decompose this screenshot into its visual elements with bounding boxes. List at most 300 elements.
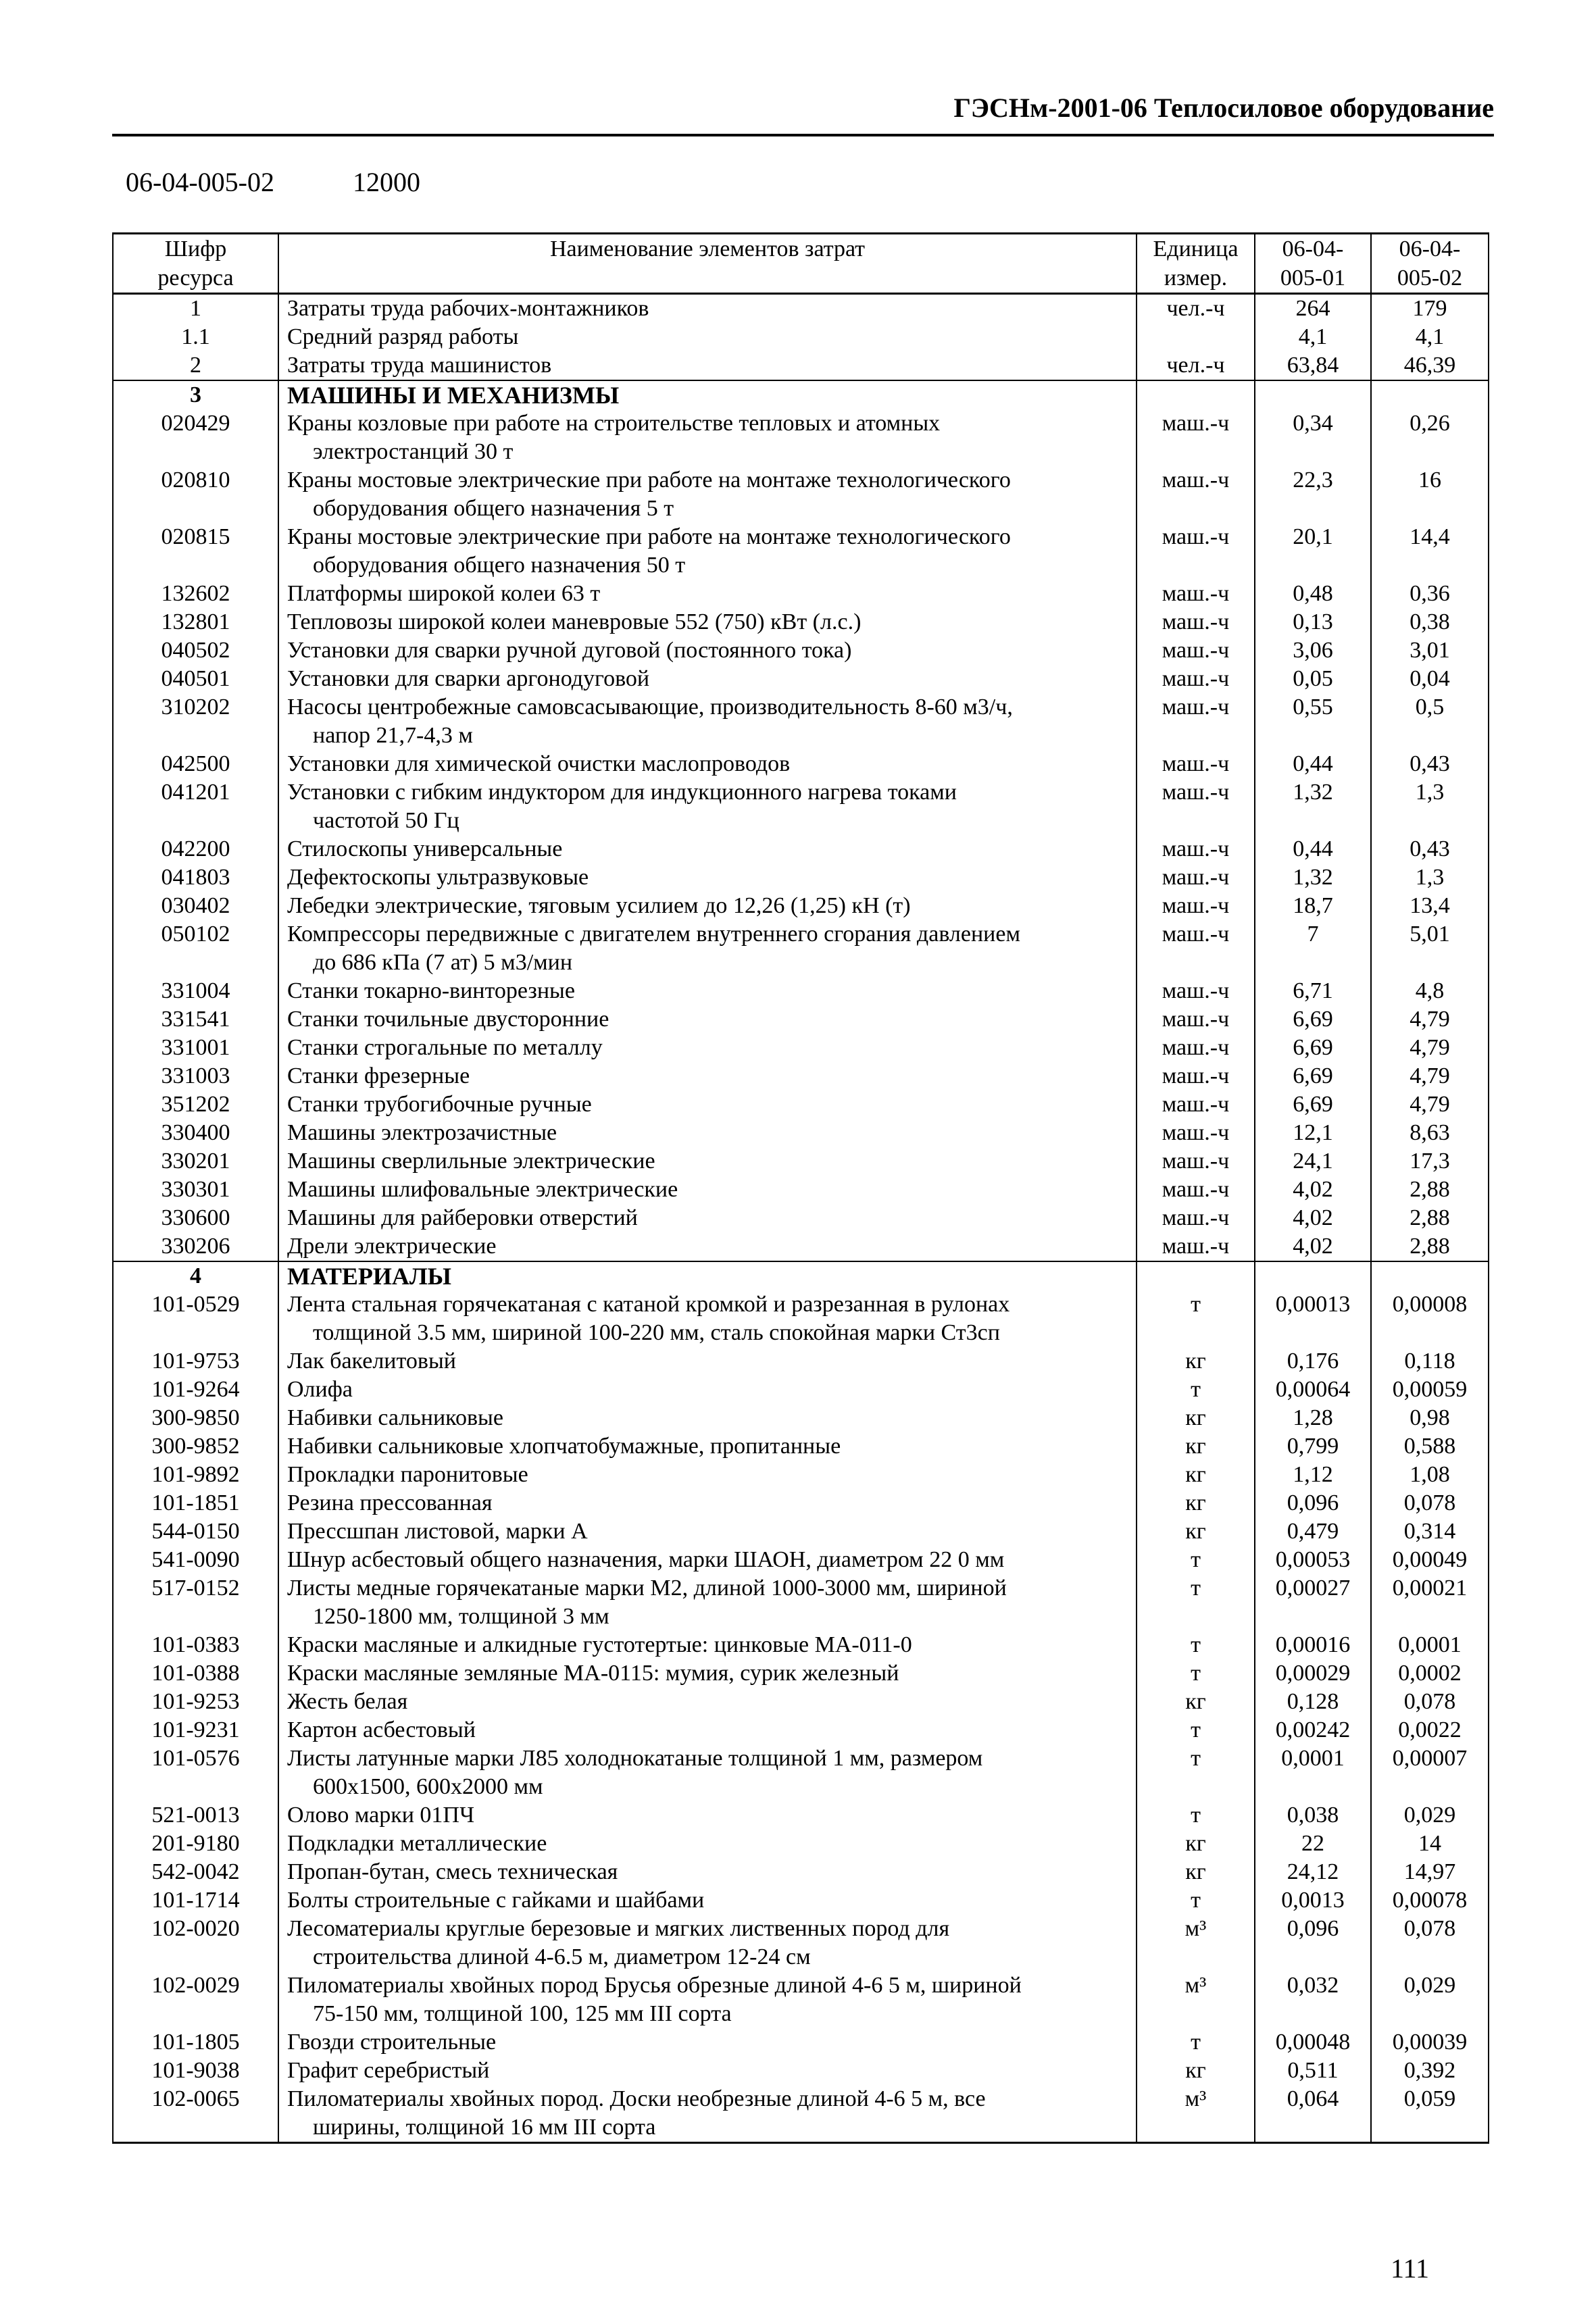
resource-name bbox=[278, 1659, 1137, 1688]
resource-name-line: Насосы центробежные самовсасывающие, производительность 8-60 м3/ч, bbox=[287, 695, 1013, 720]
value-005-02: 4,79 bbox=[1371, 1005, 1489, 1034]
resource-name bbox=[278, 1517, 1137, 1546]
resource-unit: маш.-ч bbox=[1137, 665, 1255, 693]
resource-code: 102-0029 bbox=[113, 1971, 278, 2028]
resource-name-line: напор 21,7-4,3 м bbox=[313, 723, 473, 748]
resource-name-line: Гвозди строительные bbox=[287, 2030, 497, 2055]
value-005-02: 2,88 bbox=[1371, 1232, 1489, 1261]
resource-name-line: Дрели электрические bbox=[287, 1234, 497, 1259]
resource-name bbox=[278, 920, 1137, 977]
table-row bbox=[113, 1461, 1489, 1489]
table-row bbox=[113, 863, 1489, 892]
value-005-02: 5,01 bbox=[1371, 920, 1489, 977]
value-005-02: 4,1 bbox=[1371, 323, 1489, 351]
resource-name bbox=[278, 1290, 1137, 1347]
table-row bbox=[113, 1090, 1489, 1119]
value-005-02: 14,4 bbox=[1371, 523, 1489, 580]
table-row bbox=[113, 1062, 1489, 1090]
resource-name-line: Краски масляные земляные МА-0115: мумия, сурик железный bbox=[287, 1661, 899, 1686]
header-code bbox=[113, 234, 278, 294]
resource-name bbox=[278, 1801, 1137, 1830]
resource-name bbox=[278, 1062, 1137, 1090]
resource-name-line: МАТЕРИАЛЫ bbox=[287, 1263, 451, 1290]
value-005-01: 0,00029 bbox=[1255, 1659, 1371, 1688]
value-005-01: 0,799 bbox=[1255, 1432, 1371, 1461]
resource-unit: маш.-ч bbox=[1137, 608, 1255, 636]
header-code-line: Шифр bbox=[164, 236, 227, 261]
value-005-02: 0,00059 bbox=[1371, 1376, 1489, 1404]
resource-name bbox=[278, 1489, 1137, 1517]
resource-name-line: Компрессоры передвижные с двигателем внутреннего сгорания давлением bbox=[287, 922, 1020, 947]
resource-code: 042500 bbox=[113, 750, 278, 778]
resource-code: 030402 bbox=[113, 892, 278, 920]
table-row bbox=[113, 892, 1489, 920]
resource-name-line: Станки точильные двусторонние bbox=[287, 1007, 609, 1032]
table-row bbox=[113, 1432, 1489, 1461]
resource-unit bbox=[1137, 323, 1255, 351]
table-row bbox=[113, 1659, 1489, 1688]
resource-name bbox=[278, 835, 1137, 863]
value-005-01: 0,00064 bbox=[1255, 1376, 1371, 1404]
resource-code: 041201 bbox=[113, 778, 278, 835]
resource-code: 310202 bbox=[113, 693, 278, 750]
value-005-01: 0,00242 bbox=[1255, 1716, 1371, 1744]
resource-code: 101-9892 bbox=[113, 1461, 278, 1489]
resource-name-line: Средний разряд работы bbox=[287, 324, 519, 349]
resource-name-line: Машины электрозачистные bbox=[287, 1120, 557, 1145]
resource-name-line: Установки для сварки аргонодуговой bbox=[287, 666, 650, 691]
table-row bbox=[113, 1574, 1489, 1631]
value-005-02: 4,8 bbox=[1371, 977, 1489, 1005]
value-005-01: 0,038 bbox=[1255, 1801, 1371, 1830]
resource-name-line: Краны мостовые электрические при работе на монтаже технологического bbox=[287, 524, 1011, 549]
resource-code: 517-0152 bbox=[113, 1574, 278, 1631]
table-row bbox=[113, 466, 1489, 523]
value-005-02: 0,5 bbox=[1371, 693, 1489, 750]
resource-code: 101-0388 bbox=[113, 1659, 278, 1688]
resource-unit: м³ bbox=[1137, 1971, 1255, 2028]
resource-unit: чел.-ч bbox=[1137, 351, 1255, 380]
value-005-02: 0,00021 bbox=[1371, 1574, 1489, 1631]
resource-code: 101-9231 bbox=[113, 1716, 278, 1744]
value-005-02: 0,00078 bbox=[1371, 1886, 1489, 1915]
resource-code: 2 bbox=[113, 351, 278, 380]
resource-code: 542-0042 bbox=[113, 1858, 278, 1886]
resource-code: 330206 bbox=[113, 1232, 278, 1261]
resource-name-line: строительства длиной 4-6.5 м, диаметром 12-24 см bbox=[313, 1944, 811, 1969]
resource-name-line: Тепловозы широкой колеи маневровые 552 (750) кВт (л.с.) bbox=[287, 609, 862, 634]
resource-unit: маш.-ч bbox=[1137, 1232, 1255, 1261]
header-unit bbox=[1137, 234, 1255, 294]
value-005-01: 24,1 bbox=[1255, 1147, 1371, 1176]
value-005-01: 0,511 bbox=[1255, 2057, 1371, 2085]
value-005-02: 2,88 bbox=[1371, 1176, 1489, 1204]
table-row bbox=[113, 1376, 1489, 1404]
resource-unit: т bbox=[1137, 1659, 1255, 1688]
resource-unit: т bbox=[1137, 1376, 1255, 1404]
resource-code: 1 bbox=[113, 294, 278, 324]
value-005-02: 0,38 bbox=[1371, 608, 1489, 636]
resource-name-line: Пиломатериалы хвойных пород Брусья обрезные длиной 4-6 5 м, шириной bbox=[287, 1973, 1022, 1998]
value-005-02: 0,26 bbox=[1371, 409, 1489, 466]
table-row bbox=[113, 1404, 1489, 1432]
resource-code: 050102 bbox=[113, 920, 278, 977]
resource-name-line: Машины шлифовальные электрические bbox=[287, 1177, 678, 1202]
table-row bbox=[113, 778, 1489, 835]
value-005-01: 6,69 bbox=[1255, 1005, 1371, 1034]
resource-name bbox=[278, 1376, 1137, 1404]
resource-name-line: Шнур асбестовый общего назначения, марки ШАОН, диаметром 22 0 мм bbox=[287, 1547, 1005, 1572]
resource-name-line: Лебедки электрические, тяговым усилием до 12,26 (1,25) кН (т) bbox=[287, 893, 911, 918]
resource-code: 101-9038 bbox=[113, 2057, 278, 2085]
table-row bbox=[113, 636, 1489, 665]
resource-code: 020810 bbox=[113, 466, 278, 523]
value-005-01: 0,48 bbox=[1255, 580, 1371, 608]
table-row bbox=[113, 665, 1489, 693]
resource-name bbox=[278, 380, 1137, 409]
resource-unit: маш.-ч bbox=[1137, 778, 1255, 835]
resource-name bbox=[278, 1971, 1137, 2028]
value-005-01: 0,096 bbox=[1255, 1489, 1371, 1517]
value-005-01 bbox=[1255, 380, 1371, 409]
resource-code: 331541 bbox=[113, 1005, 278, 1034]
resource-name-line: Лента стальная горячекатаная с катаной кромкой и разрезанная в рулонах bbox=[287, 1292, 1010, 1317]
resource-unit: маш.-ч bbox=[1137, 835, 1255, 863]
norm-code-line bbox=[126, 166, 420, 198]
resource-name bbox=[278, 778, 1137, 835]
resource-name-line: Установки для сварки ручной дуговой (постоянного тока) bbox=[287, 638, 852, 663]
value-005-01: 0,00016 bbox=[1255, 1631, 1371, 1659]
table-row bbox=[113, 1119, 1489, 1147]
value-005-02: 46,39 bbox=[1371, 351, 1489, 380]
resource-name bbox=[278, 1886, 1137, 1915]
resource-code: 101-1714 bbox=[113, 1886, 278, 1915]
header-title: ГЭСНм-2001-06 Теплосиловое оборудование bbox=[953, 93, 1494, 123]
resource-unit: т bbox=[1137, 1801, 1255, 1830]
value-005-02: 14,97 bbox=[1371, 1858, 1489, 1886]
resource-code: 4 bbox=[113, 1261, 278, 1290]
resource-code: 101-1805 bbox=[113, 2028, 278, 2057]
table-row bbox=[113, 1688, 1489, 1716]
value-005-01: 0,05 bbox=[1255, 665, 1371, 693]
resource-name-line: оборудования общего назначения 5 т bbox=[313, 496, 674, 521]
resource-name bbox=[278, 608, 1137, 636]
resource-name-line: Олифа bbox=[287, 1377, 353, 1402]
resource-name-line: Стилоскопы универсальные bbox=[287, 836, 563, 861]
value-005-02: 0,00007 bbox=[1371, 1744, 1489, 1801]
resource-name bbox=[278, 1631, 1137, 1659]
value-005-01: 0,44 bbox=[1255, 835, 1371, 863]
value-005-02 bbox=[1371, 1261, 1489, 1290]
resource-code: 1.1 bbox=[113, 323, 278, 351]
value-005-01: 6,69 bbox=[1255, 1062, 1371, 1090]
resource-name bbox=[278, 466, 1137, 523]
resource-unit: кг bbox=[1137, 1432, 1255, 1461]
resource-code: 101-9264 bbox=[113, 1376, 278, 1404]
resource-code: 132602 bbox=[113, 580, 278, 608]
value-005-02: 0,00008 bbox=[1371, 1290, 1489, 1347]
resource-code: 101-9753 bbox=[113, 1347, 278, 1376]
resource-code: 330201 bbox=[113, 1147, 278, 1176]
resource-code: 544-0150 bbox=[113, 1517, 278, 1546]
value-005-01: 0,00053 bbox=[1255, 1546, 1371, 1574]
value-005-01: 4,1 bbox=[1255, 323, 1371, 351]
resource-code: 300-9852 bbox=[113, 1432, 278, 1461]
resource-code: 351202 bbox=[113, 1090, 278, 1119]
resource-name bbox=[278, 2057, 1137, 2085]
resource-code: 300-9850 bbox=[113, 1404, 278, 1432]
value-005-01: 0,00013 bbox=[1255, 1290, 1371, 1347]
resource-name bbox=[278, 1830, 1137, 1858]
resource-name-line: Машины для райберовки отверстий bbox=[287, 1205, 638, 1230]
resource-name bbox=[278, 1232, 1137, 1261]
resource-unit: маш.-ч bbox=[1137, 1204, 1255, 1232]
table-row bbox=[113, 1204, 1489, 1232]
table-row bbox=[113, 523, 1489, 580]
table-row bbox=[113, 1830, 1489, 1858]
resource-unit: маш.-ч bbox=[1137, 892, 1255, 920]
value-005-02: 16 bbox=[1371, 466, 1489, 523]
value-005-02: 1,08 bbox=[1371, 1461, 1489, 1489]
value-005-02: 8,63 bbox=[1371, 1119, 1489, 1147]
value-005-01: 264 bbox=[1255, 294, 1371, 324]
resource-name-line: 75-150 мм, толщиной 100, 125 мм III сорта bbox=[313, 2001, 732, 2026]
resource-code: 330600 bbox=[113, 1204, 278, 1232]
table-row bbox=[113, 1005, 1489, 1034]
value-005-02: 0,059 bbox=[1371, 2085, 1489, 2143]
table-row bbox=[113, 1034, 1489, 1062]
resource-name-line: Краны мостовые электрические при работе на монтаже технологического bbox=[287, 468, 1011, 493]
resource-name bbox=[278, 294, 1137, 324]
table-row bbox=[113, 1858, 1489, 1886]
resource-name bbox=[278, 1744, 1137, 1801]
value-005-02: 1,3 bbox=[1371, 778, 1489, 835]
table-row bbox=[113, 1147, 1489, 1176]
resource-code: 201-9180 bbox=[113, 1830, 278, 1858]
resource-code: 331004 bbox=[113, 977, 278, 1005]
resource-name bbox=[278, 693, 1137, 750]
resource-name bbox=[278, 1404, 1137, 1432]
value-005-01: 6,69 bbox=[1255, 1090, 1371, 1119]
value-005-01: 18,7 bbox=[1255, 892, 1371, 920]
value-005-01: 0,0013 bbox=[1255, 1886, 1371, 1915]
resource-unit: маш.-ч bbox=[1137, 1090, 1255, 1119]
table-row bbox=[113, 1232, 1489, 1261]
table-row bbox=[113, 1744, 1489, 1801]
resource-code: 042200 bbox=[113, 835, 278, 863]
resource-name bbox=[278, 1858, 1137, 1886]
value-005-01: 63,84 bbox=[1255, 351, 1371, 380]
table-row bbox=[113, 1915, 1489, 1971]
resource-code: 040502 bbox=[113, 636, 278, 665]
resource-unit: кг bbox=[1137, 2057, 1255, 2085]
resource-name bbox=[278, 1546, 1137, 1574]
resource-name bbox=[278, 636, 1137, 665]
resource-name-line: Пиломатериалы хвойных пород. Доски необрезные длиной 4-6 5 м, все bbox=[287, 2086, 986, 2111]
value-005-01: 24,12 bbox=[1255, 1858, 1371, 1886]
value-005-01: 0,55 bbox=[1255, 693, 1371, 750]
resource-name-line: Установки для химической очистки маслопроводов bbox=[287, 751, 791, 776]
resource-table bbox=[112, 232, 1489, 2144]
resource-name-line: Прокладки паронитовые bbox=[287, 1462, 528, 1487]
value-005-02: 0,078 bbox=[1371, 1688, 1489, 1716]
resource-unit: т bbox=[1137, 1574, 1255, 1631]
resource-code: 101-1851 bbox=[113, 1489, 278, 1517]
value-005-01: 1,32 bbox=[1255, 863, 1371, 892]
table-row bbox=[113, 2085, 1489, 2143]
value-005-01: 0,128 bbox=[1255, 1688, 1371, 1716]
header-code-line: ресурса bbox=[157, 266, 234, 291]
value-005-01: 0,032 bbox=[1255, 1971, 1371, 2028]
resource-name-line: Краски масляные и алкидные густотертые: цинковые МА-011-0 bbox=[287, 1632, 912, 1657]
resource-name-line: Затраты труда рабочих-монтажников bbox=[287, 296, 649, 321]
table-row bbox=[113, 920, 1489, 977]
resource-name-line: Станки фрезерные bbox=[287, 1063, 470, 1088]
resource-name-line: Подкладки металлические bbox=[287, 1831, 547, 1856]
value-005-01: 4,02 bbox=[1255, 1176, 1371, 1204]
resource-name-line: 600х1500, 600х2000 мм bbox=[313, 1774, 543, 1799]
resource-name bbox=[278, 1005, 1137, 1034]
value-005-02: 4,79 bbox=[1371, 1034, 1489, 1062]
section-row bbox=[113, 380, 1489, 409]
norm-value: 12000 bbox=[353, 167, 420, 197]
resource-unit: маш.-ч bbox=[1137, 580, 1255, 608]
resource-name bbox=[278, 323, 1137, 351]
table-row bbox=[113, 1290, 1489, 1347]
value-005-01: 4,02 bbox=[1255, 1204, 1371, 1232]
resource-code: 331001 bbox=[113, 1034, 278, 1062]
value-005-02: 0,43 bbox=[1371, 835, 1489, 863]
value-005-01: 0,44 bbox=[1255, 750, 1371, 778]
resource-unit: маш.-ч bbox=[1137, 466, 1255, 523]
value-005-01: 7 bbox=[1255, 920, 1371, 977]
resource-name bbox=[278, 2085, 1137, 2143]
value-005-02: 0,0001 bbox=[1371, 1631, 1489, 1659]
table-row bbox=[113, 977, 1489, 1005]
header-unit-line: Единица bbox=[1153, 236, 1239, 261]
value-005-02: 0,118 bbox=[1371, 1347, 1489, 1376]
resource-unit: кг bbox=[1137, 1688, 1255, 1716]
resource-name-line: Графит серебристый bbox=[287, 2058, 490, 2083]
value-005-02: 13,4 bbox=[1371, 892, 1489, 920]
table-row bbox=[113, 1716, 1489, 1744]
value-005-02: 1,3 bbox=[1371, 863, 1489, 892]
resource-code: 020429 bbox=[113, 409, 278, 466]
resource-name-line: Болты строительные с гайками и шайбами bbox=[287, 1888, 705, 1913]
resource-name bbox=[278, 1204, 1137, 1232]
value-005-01: 0,0001 bbox=[1255, 1744, 1371, 1801]
resource-name bbox=[278, 863, 1137, 892]
resource-name bbox=[278, 1688, 1137, 1716]
resource-name bbox=[278, 2028, 1137, 2057]
resource-name bbox=[278, 1461, 1137, 1489]
table-row bbox=[113, 2057, 1489, 2085]
value-005-02: 0,392 bbox=[1371, 2057, 1489, 2085]
value-005-01: 1,28 bbox=[1255, 1404, 1371, 1432]
resource-name-line: Затраты труда машинистов bbox=[287, 353, 552, 378]
resource-unit bbox=[1137, 380, 1255, 409]
value-005-01: 3,06 bbox=[1255, 636, 1371, 665]
value-005-01: 22 bbox=[1255, 1830, 1371, 1858]
norm-code: 06-04-005-02 bbox=[126, 167, 274, 197]
table-row bbox=[113, 580, 1489, 608]
resource-name bbox=[278, 1432, 1137, 1461]
resource-name-line: 1250-1800 мм, толщиной 3 мм bbox=[313, 1604, 609, 1629]
resource-unit: м³ bbox=[1137, 1915, 1255, 1971]
resource-name bbox=[278, 1347, 1137, 1376]
value-005-02: 4,79 bbox=[1371, 1090, 1489, 1119]
resource-unit: маш.-ч bbox=[1137, 1119, 1255, 1147]
value-005-02 bbox=[1371, 380, 1489, 409]
value-005-02: 0,36 bbox=[1371, 580, 1489, 608]
value-005-01: 6,71 bbox=[1255, 977, 1371, 1005]
resource-unit: кг bbox=[1137, 1489, 1255, 1517]
resource-unit: т bbox=[1137, 1546, 1255, 1574]
table-row bbox=[113, 1971, 1489, 2028]
resource-unit: т bbox=[1137, 1631, 1255, 1659]
resource-name bbox=[278, 977, 1137, 1005]
resource-name-line: Олово марки 01ПЧ bbox=[287, 1803, 475, 1828]
resource-unit: маш.-ч bbox=[1137, 1147, 1255, 1176]
resource-code: 040501 bbox=[113, 665, 278, 693]
resource-name bbox=[278, 892, 1137, 920]
table-row bbox=[113, 1631, 1489, 1659]
resource-unit: маш.-ч bbox=[1137, 693, 1255, 750]
resource-name-line: Станки трубогибочные ручные bbox=[287, 1092, 592, 1117]
table-row bbox=[113, 1801, 1489, 1830]
value-005-01: 0,096 bbox=[1255, 1915, 1371, 1971]
resource-unit: кг bbox=[1137, 1461, 1255, 1489]
value-005-02: 14 bbox=[1371, 1830, 1489, 1858]
section-row bbox=[113, 1261, 1489, 1290]
table-row bbox=[113, 1347, 1489, 1376]
table-row bbox=[113, 1886, 1489, 1915]
table-body bbox=[113, 294, 1489, 2143]
resource-name bbox=[278, 1119, 1137, 1147]
table-row bbox=[113, 409, 1489, 466]
resource-name-line: Лесоматериалы круглые березовые и мягких лиственных пород для bbox=[287, 1916, 950, 1941]
resource-name bbox=[278, 750, 1137, 778]
resource-code: 101-9253 bbox=[113, 1688, 278, 1716]
resource-name-line: Жесть белая bbox=[287, 1689, 408, 1714]
value-005-02: 0,43 bbox=[1371, 750, 1489, 778]
resource-name bbox=[278, 1261, 1137, 1290]
table-row bbox=[113, 835, 1489, 863]
value-005-01: 1,12 bbox=[1255, 1461, 1371, 1489]
table-row bbox=[113, 294, 1489, 324]
resource-unit: маш.-ч bbox=[1137, 920, 1255, 977]
resource-name bbox=[278, 1915, 1137, 1971]
value-005-02: 0,00049 bbox=[1371, 1546, 1489, 1574]
resource-unit: т bbox=[1137, 2028, 1255, 2057]
table-row bbox=[113, 693, 1489, 750]
value-005-01: 6,69 bbox=[1255, 1034, 1371, 1062]
value-005-02: 2,88 bbox=[1371, 1204, 1489, 1232]
value-005-01: 20,1 bbox=[1255, 523, 1371, 580]
resource-unit: кг bbox=[1137, 1830, 1255, 1858]
table-row bbox=[113, 1517, 1489, 1546]
header-v2-line: 005-02 bbox=[1397, 266, 1463, 291]
header-v2-line: 06-04- bbox=[1399, 236, 1461, 261]
resource-code: 101-0529 bbox=[113, 1290, 278, 1347]
resource-unit: кг bbox=[1137, 1517, 1255, 1546]
resource-code: 521-0013 bbox=[113, 1801, 278, 1830]
resource-unit: м³ bbox=[1137, 2085, 1255, 2143]
resource-name bbox=[278, 1176, 1137, 1204]
value-005-02: 0,029 bbox=[1371, 1801, 1489, 1830]
value-005-02: 17,3 bbox=[1371, 1147, 1489, 1176]
value-005-02: 0,0022 bbox=[1371, 1716, 1489, 1744]
